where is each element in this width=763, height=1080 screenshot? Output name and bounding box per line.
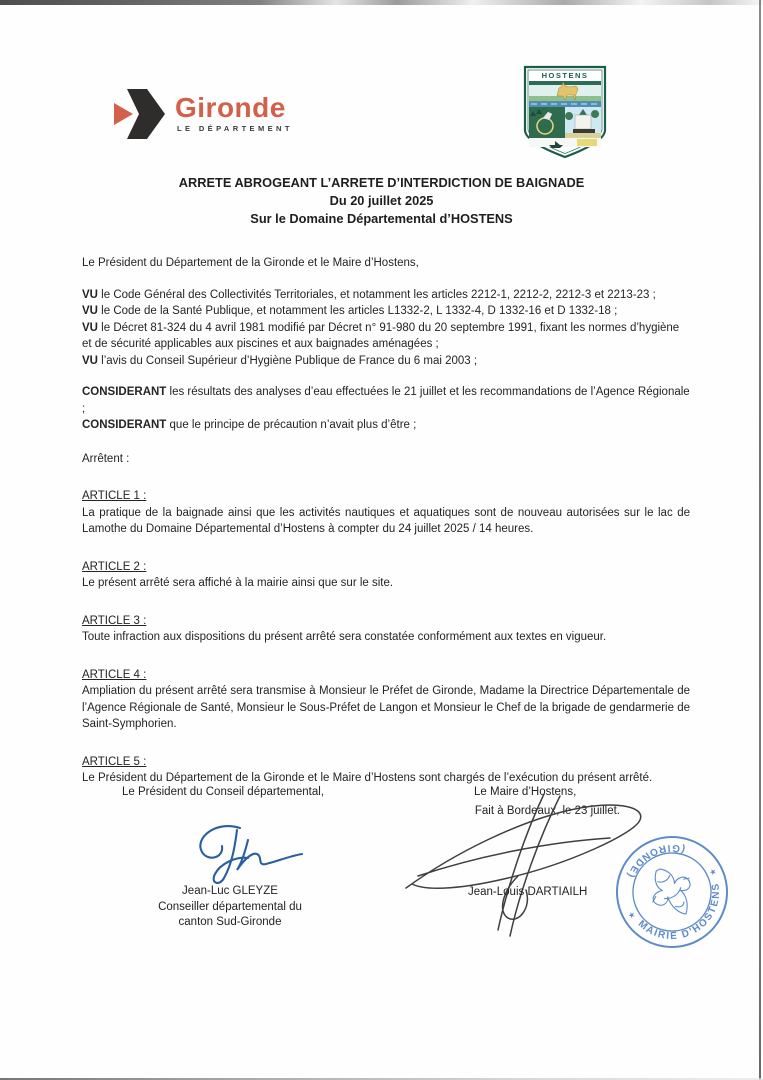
crest-treeline: [529, 81, 601, 85]
considerant-text: que le principe de précaution n’avait plus d’être ;: [166, 419, 417, 431]
vu-item: [82, 287, 690, 304]
crest-church: [575, 115, 591, 129]
president-name: Jean-Luc GLEYZE: [182, 885, 278, 897]
intro-paragraph: Le Président du Département de la Gironde et le Maire d’Hostens,: [82, 257, 419, 269]
signature-stroke: [406, 805, 641, 888]
signature-stroke: [237, 840, 302, 870]
hostens-crest: [519, 62, 611, 161]
president-role-line-1: Conseiller départemental du: [158, 900, 302, 913]
vu-prefix: VU: [82, 354, 98, 367]
signature-stroke: [498, 794, 544, 930]
vu-item: [82, 303, 690, 320]
president-signature-title: Le Président du Conseil départemental,: [122, 786, 325, 798]
considerant-block: [82, 384, 690, 434]
vu-text: le Code Général des Collectivités Territoriales, et notamment les articles 2212-1, 2212-2, 2212-3 et 2213-23 ;: [97, 288, 656, 301]
article-3-body: Toute infraction aux dispositions du présent arrêté sera constatée conformément aux textes en vigueur.: [82, 631, 607, 643]
vu-text: le Code de la Santé Publique, et notamment les articles L1332-2, L 1332-4, D 1332-16 et D 1332-18 ;: [97, 305, 618, 317]
vu-text: l’avis du Conseil Supérieur d’Hygiène Publique de France du 6 mai 2003 ;: [97, 354, 478, 367]
document-title-block: [0, 174, 763, 228]
crest-yellow-patch: [577, 139, 597, 146]
title-line-3: Sur le Domaine Départemental d’HOSTENS: [250, 211, 513, 226]
article-2-body: Le présent arrêté sera affiché à la mairie ainsi que sur le site.: [82, 577, 394, 589]
article-2: [82, 559, 690, 592]
crest-upper-scene: [529, 81, 601, 107]
stamp-star-left-icon: ★: [626, 909, 638, 921]
logo-brand-name: Gironde: [175, 92, 286, 123]
crest-lower-right-quarter: [565, 107, 601, 138]
president-signature-strokes: [200, 826, 302, 883]
emblem-outline: [642, 860, 702, 925]
article-5-heading: ARTICLE 5 :: [82, 755, 147, 768]
place-date-line: Fait à Bordeaux, le 23 juillet.: [474, 804, 620, 817]
crest-sand: [565, 133, 601, 138]
article-1-body: La pratique de la baignade ainsi que les activités nautiques et aquatiques sont de nouveau autorisées sur le lac de Lamothe du Domaine Départemental d’Hostens à compter du 24 juillet 2025 / 14 heures.: [82, 506, 690, 535]
article-2-heading: ARTICLE 2 :: [82, 560, 147, 573]
vu-text: le Décret 81-324 du 4 avril 1981 modifié par Décret n° 91-980 du 20 septembre 1991, fixant les normes d’hygiène et de sécurité applicables aux piscines et aux baignades aménagées ;: [82, 321, 680, 350]
crest-lower-left-quarter: [529, 107, 565, 138]
article-4-body: Ampliation du présent arrêté sera transmise à Monsieur le Préfet de Gironde, Madame la Directrice Départementale de l’Agence Régionale de Santé, Monsieur le Sous-Préfet de Langon et Monsieur le Chef de la brigade de gendarmerie de Saint-Symphorien.: [82, 685, 690, 730]
logo-arrow-shape: [114, 103, 133, 125]
arretent-line: Arrêtent :: [82, 452, 130, 465]
vu-item: [82, 353, 690, 370]
president-role-line-2: canton Sud-Gironde: [178, 916, 282, 928]
considerant-prefix: CONSIDERANT: [82, 419, 167, 431]
article-4: [82, 667, 690, 733]
article-3: [82, 613, 690, 646]
logo-tagline: LE DÉPARTEMENT: [177, 124, 293, 133]
article-1: [82, 488, 690, 538]
crest-title-text: HOSTENS: [541, 71, 589, 80]
article-1-heading: ARTICLE 1 :: [82, 490, 147, 502]
stamp-star-right-icon: ★: [707, 866, 719, 878]
mayor-signature-strokes: [406, 794, 641, 936]
crest-church-base: [573, 129, 595, 133]
crest-bottom-band: [529, 138, 601, 148]
vu-block: [82, 287, 690, 370]
vu-prefix: VU: [82, 321, 98, 334]
gironde-logo: [112, 88, 293, 140]
stamp-center-emblem: [640, 859, 703, 926]
stamp-group: [612, 832, 732, 952]
vu-prefix: VU: [82, 305, 98, 317]
stamp-inner-circle: [619, 839, 724, 944]
title-line-2: Du 20 juillet 2025: [329, 193, 434, 208]
article-4-heading: ARTICLE 4 :: [82, 668, 147, 681]
considerant-item: [82, 384, 690, 417]
considerant-prefix: CONSIDERANT: [82, 386, 167, 398]
vu-item: [82, 320, 690, 353]
gironde-logo-icon: [112, 88, 166, 140]
stamp-top-textpath: (GIRONDE): [624, 841, 687, 881]
stamp-bottom-textpath: MAIRIE D’HOSTENS: [635, 881, 723, 943]
mayor-name: Jean-Louis DARTIAILH: [468, 886, 588, 898]
considerant-text: les résultats des analyses d’eau effectuées le 21 juillet et les recommandations de l’Agence Régionale ;: [82, 386, 690, 415]
president-name-block: [140, 884, 320, 931]
considerant-item: [82, 417, 690, 434]
scan-artifact-right: [759, 0, 761, 1080]
vu-prefix: VU: [82, 288, 98, 301]
article-3-heading: ARTICLE 3 :: [82, 614, 147, 627]
document-body: [82, 252, 690, 819]
title-line-1: ARRETE ABROGEANT L’ARRETE D’INTERDICTION DE BAIGNADE: [178, 175, 585, 190]
mairie-hostens-stamp: [612, 832, 732, 952]
gironde-logo-text: [175, 92, 293, 133]
mayor-signature-title: Le Maire d’Hostens,: [474, 786, 577, 798]
president-signature-handwriting: [182, 816, 308, 888]
scan-artifact-top: [0, 0, 763, 5]
article-5-body: Le Président du Département de la Gironde et le Maire d’Hostens sont chargés de l’exécution du présent arrêté.: [82, 772, 653, 784]
